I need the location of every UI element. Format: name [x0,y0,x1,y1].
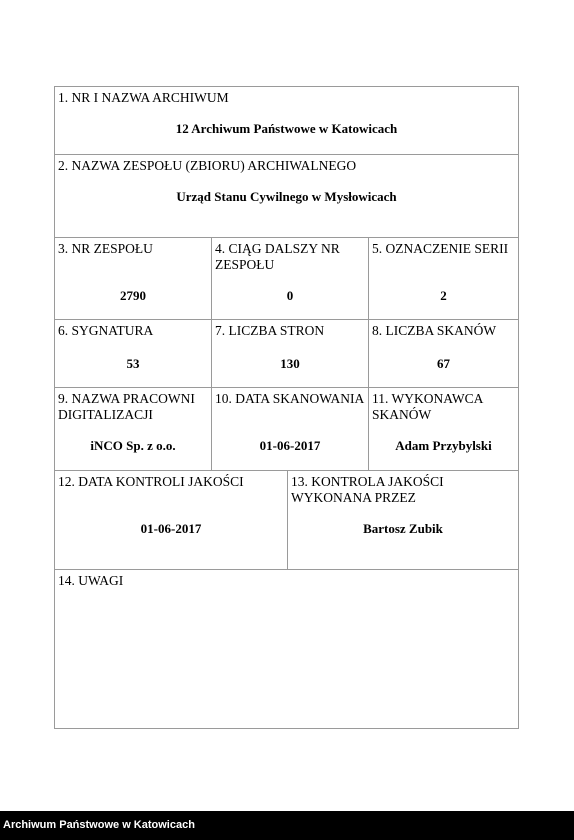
row-quality-control [55,471,518,570]
qc-by-value: Bartosz Zubik [363,521,443,536]
scanner-value: Adam Przybylski [395,438,492,453]
signature-value: 53 [126,356,140,371]
row-counts [55,320,518,388]
scanner-label: 11. WYKONAWCA SKANÓW [372,391,483,422]
fonds-continuation-label: 4. CIĄG DALSZY NR ZESPOŁU [215,241,340,272]
cell-qc-by [288,471,518,569]
scans-value: 67 [437,356,450,371]
row-remarks [55,570,518,728]
cell-fonds-continuation [212,238,369,319]
cell-fonds-name [55,155,518,237]
cell-fonds-number [55,238,212,319]
remarks-label: 14. UWAGI [58,573,124,588]
scan-date-value: 01-06-2017 [259,438,321,453]
lab-value: iNCO Sp. z o.o. [90,438,176,453]
qc-by-label: 13. KONTROLA JAKOŚCI WYKONANA PRZEZ [291,474,444,505]
archive-value: 12 Archiwum Państwowe w Katowicach [175,121,398,136]
pages-label: 7. LICZBA STRON [215,323,325,338]
row-digitization [55,388,518,471]
row-fonds-name [55,155,518,238]
scan-date-label: 10. DATA SKANOWANIA [215,391,365,406]
fonds-continuation-value: 0 [286,288,294,303]
cell-remarks [55,570,518,728]
footer-bar [0,811,574,840]
qc-date-value: 01-06-2017 [140,521,202,536]
cell-scans [369,320,518,387]
fonds-number-value: 2790 [120,288,146,303]
fonds-name-label: 2. NAZWA ZESPOŁU (ZBIORU) ARCHIWALNEGO [58,158,357,173]
metadata-form [54,86,519,729]
footer-text: Archiwum Państwowe w Katowicach [3,819,195,831]
cell-qc-date [55,471,288,569]
cell-pages [212,320,369,387]
pages-value: 130 [280,356,300,371]
series-label: 5. OZNACZENIE SERII [372,241,509,256]
row-archive [55,87,518,155]
fonds-name-value: Urząd Stanu Cywilnego w Mysłowicach [176,189,397,204]
cell-series [369,238,518,319]
cell-lab [55,388,212,470]
archive-label: 1. NR I NAZWA ARCHIWUM [58,90,229,105]
lab-label: 9. NAZWA PRACOWNI DIGITALIZACJI [58,391,195,422]
cell-scanner [369,388,518,470]
cell-signature [55,320,212,387]
cell-scan-date [212,388,369,470]
row-fonds-details [55,238,518,320]
cell-archive [55,87,518,154]
series-value: 2 [440,288,447,303]
fonds-number-label: 3. NR ZESPOŁU [58,241,153,256]
signature-label: 6. SYGNATURA [58,323,154,338]
qc-date-label: 12. DATA KONTROLI JAKOŚCI [58,474,244,489]
scans-label: 8. LICZBA SKANÓW [372,323,497,338]
